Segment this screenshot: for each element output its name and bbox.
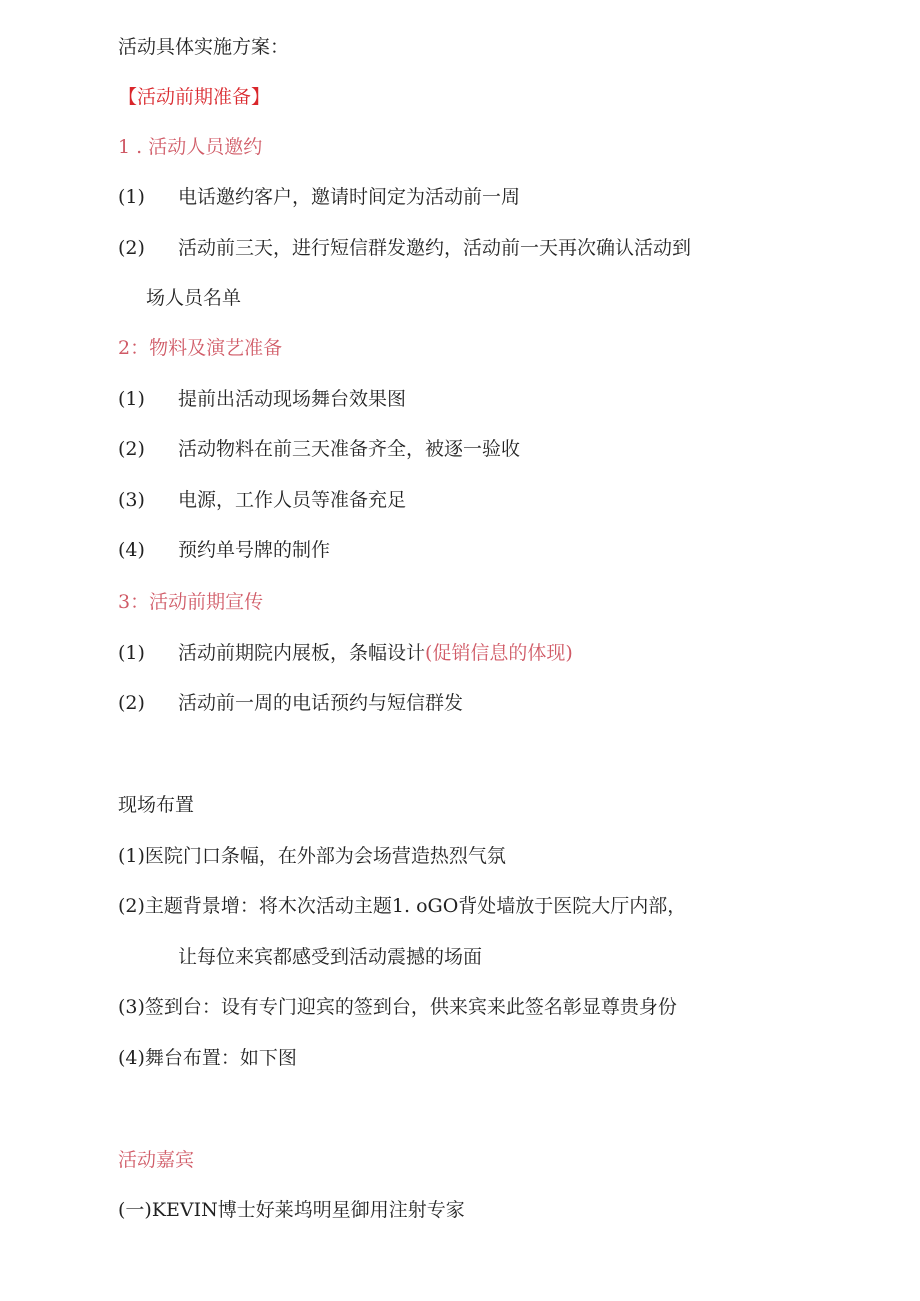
item-number: (4)	[118, 539, 145, 561]
item-text: 活动前一周的电话预约与短信群发	[178, 692, 464, 714]
prep-heading: 【活动前期准备】	[118, 86, 271, 108]
item-continuation: 让每位来宾都感受到活动震撼的场面	[178, 946, 483, 968]
list-item: (3)签到台：设有专门迎宾的签到台，供来宾来此签名彰显尊贵身份	[118, 996, 677, 1018]
guests-heading: 活动嘉宾	[118, 1149, 195, 1171]
list-item: (2)主题背景增：将木次活动主题1. oGO背处墙放于医院大厅内部，	[118, 895, 687, 917]
section-1-heading: 1 . 活动人员邀约	[118, 136, 263, 158]
list-item: (4)舞台布置：如下图	[118, 1047, 297, 1069]
list-item: (一)KEVIN博士好莱坞明星御用注射专家	[118, 1199, 465, 1221]
item-number: (2)	[118, 692, 145, 714]
item-text: 活动前三天，进行短信群发邀约，活动前一天再次确认活动到	[178, 237, 692, 259]
list-item	[118, 640, 573, 666]
list-item	[118, 690, 463, 716]
list-item	[118, 386, 406, 412]
list-item	[118, 436, 520, 462]
list-item	[118, 184, 520, 210]
item-highlight: (促销信息的体现)	[425, 642, 573, 664]
item-text: 电源，工作人员等准备充足	[178, 489, 407, 511]
list-item: (1)医院门口条幅，在外部为会场营造热烈气氛	[118, 845, 506, 867]
item-number: (2)	[118, 438, 145, 460]
item-text: 预约单号牌的制作	[178, 539, 331, 561]
item-number: (1)	[118, 186, 145, 208]
item-text: 电话邀约客户，邀请时间定为活动前一周	[178, 186, 521, 208]
item-text: 活动前期院内展板，条幅设计	[178, 642, 426, 664]
section-3-heading: 3：活动前期宣传	[118, 591, 264, 613]
item-number: (1)	[118, 642, 145, 664]
item-text: 提前出活动现场舞台效果图	[178, 388, 407, 410]
list-item	[118, 235, 691, 261]
item-number: (3)	[118, 489, 145, 511]
document-title: 活动具体实施方案：	[118, 36, 290, 58]
item-number: (2)	[118, 237, 145, 259]
section-2-heading: 2：物料及演艺准备	[118, 337, 283, 359]
list-item	[118, 487, 406, 513]
item-continuation: 场人员名单	[146, 287, 242, 309]
layout-heading: 现场布置	[118, 794, 195, 816]
list-item	[118, 537, 330, 563]
item-text: 活动物料在前三天准备齐全，被逐一验收	[178, 438, 521, 460]
item-number: (1)	[118, 388, 145, 410]
